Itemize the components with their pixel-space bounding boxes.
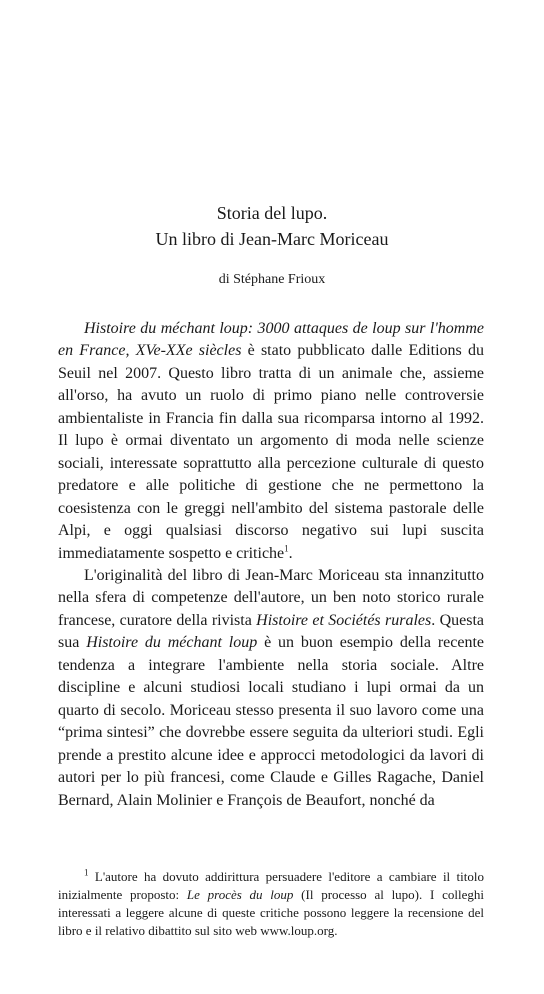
paragraph-2-part-3: è un buon esempio della recente tendenza a integrare l'ambiente nella storia sociale. Altre discipline e alcuni studiosi locali studiano i lupi ormai da un quarto di secolo. Moriceau stesso presenta il suo lavoro come una “prima sintesi” che dovrebbe essere seguita da ulteriori studi. Egli prende a prestito alcune idee e approcci metodologici da lavori di autori per lo più francesi, come Claude e Gilles Ragache, Daniel Bernard, Alain Molinier e François de Beaufort, nonché da <box>58 634 485 809</box>
author-byline: di Stéphane Frioux <box>218 272 326 287</box>
book-short-title: Histoire du méchant loup <box>86 634 258 652</box>
article-body <box>58 318 484 812</box>
book-title: Histoire du méchant loup: 3000 attaques de loup sur l'homme en France, XVe-XXe siècles <box>58 320 484 360</box>
journal-title: Histoire et Sociétés rurales <box>256 611 432 629</box>
footnote-number: 1 <box>84 867 89 878</box>
footnote-part-2: (Il processo al lupo). I colleghi interessati a leggere alcune di queste critiche possono leggere la recensione del libro e il relativo dibattito sul sito web www.loup.org. <box>58 887 484 938</box>
footnote-reference[interactable]: 1 <box>284 543 289 554</box>
paragraph-1 <box>58 318 484 565</box>
title-line-1: Storia del lupo. <box>216 203 328 223</box>
proposed-title: Le procès du loup <box>186 887 294 902</box>
paragraph-2 <box>58 565 484 812</box>
paragraph-1-end: . <box>288 544 293 562</box>
paragraph-2-part-1: L'originalità del libro di Jean-Marc Moriceau sta innanzitutto nella sfera di competenze dell'autore, un ben noto storico rurale francese, curatore della rivista <box>58 566 484 629</box>
footnote <box>58 868 484 940</box>
footnote-part-1: L'autore ha dovuto addirittura persuadere l'editore a cambiare il titolo inizialmente proposto: <box>58 869 484 902</box>
title-line-2: Un libro di Jean-Marc Moriceau <box>155 229 389 249</box>
paragraph-1-text: è stato pubblicato dalle Editions du Seuil nel 2007. Questo libro tratta di un animale che, assieme all'orso, ha avuto un ruolo di primo piano nelle controversie ambientaliste in Francia fin dalla sua ricomparsa intorno al 1992. Il lupo è ormai diventato un argomento di moda nelle scienze sociali, interessate soprattutto alla percezione culturale di questo predatore e alle politiche di gestione che ne permettono la coesistenza con le greggi nell'ambito del sistema pastorale delle Alpi, e oggi qualsiasi discorso negativo sui lupi suscita immediatamente sospetto e critiche <box>58 342 484 562</box>
paragraph-2-part-2: . Questa sua <box>58 611 485 652</box>
article-title <box>0 200 544 252</box>
footnote-text <box>58 868 484 940</box>
